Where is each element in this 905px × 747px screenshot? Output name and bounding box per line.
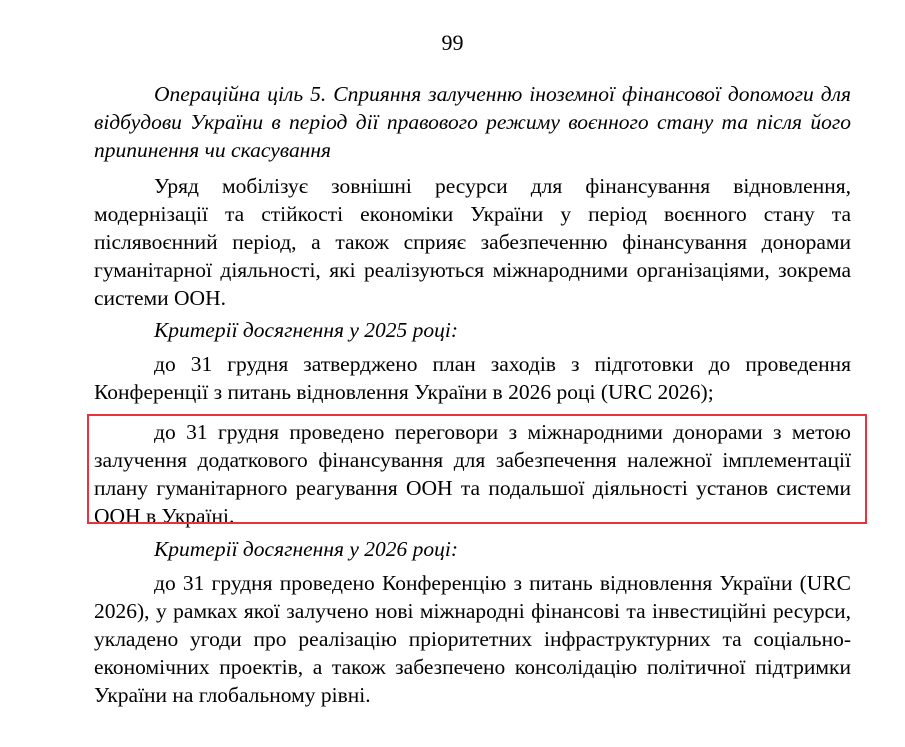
page-number: 99 [441,30,464,55]
criteria-2025-item-2: до 31 грудня проведено переговори з міжнародними донорами з метою залучення додаткового фінансування для забезпечення належної імплементації плану гуманітарного реагування ООН та подальшої діяльності установ системи ООН в Україні. [94,420,851,528]
criteria-2025-label: Критерії досягнення у 2025 році: [154,318,459,342]
intro-paragraph: Уряд мобілізує зовнішні ресурси для фінансування відновлення, модернізації та стійкості економіки України у період воєнного стану та післявоєнний період, а також сприяє забезпеченню фінансування донорами гуманітарної діяльності, які реалізуються міжнародними організаціями, зокрема системи ООН. [94,174,851,310]
criteria-2026-item-1: до 31 грудня проведено Конференцію з питань відновлення України (URC 2026), у рамках якої залучено нові міжнародні фінансові та інвестиційні ресурси, укладено угоди про реалізацію пріоритетних інфраструктурних та соціально-економічних проектів, а також забезпечено консолідацію політичної підтримки України на глобальному рівні. [94,571,851,707]
operational-goal-heading: Операційна ціль 5. Сприяння залученню іноземної фінансової допомоги для відбудови України в період дії правового режиму воєнного стану та після його припинення чи скасування [94,82,851,162]
criteria-2026-label: Критерії досягнення у 2026 році: [154,537,459,561]
criteria-2025-item-1: до 31 грудня затверджено план заходів з підготовки до проведення Конференції з питань відновлення України в 2026 році (URC 2026); [94,352,851,404]
